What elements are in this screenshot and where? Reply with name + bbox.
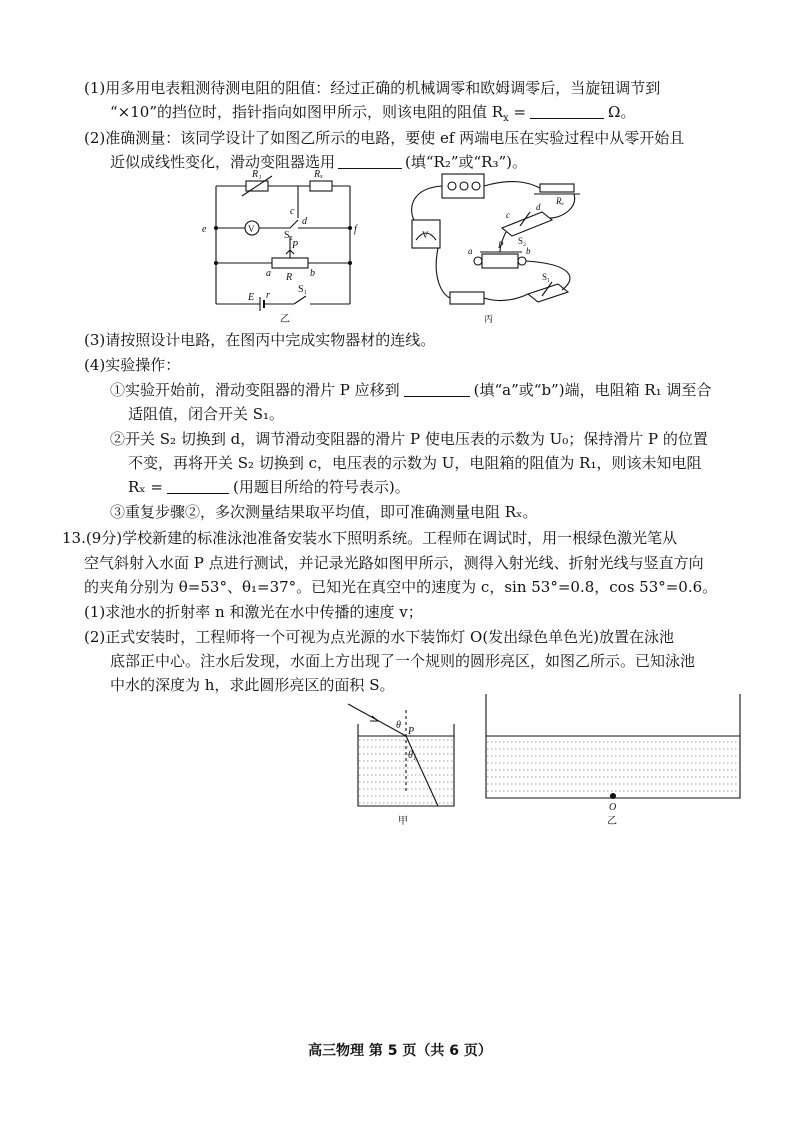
- label-b: b: [310, 268, 315, 279]
- circuit-diagram-yi: [202, 168, 382, 326]
- q12-part2-line2: 近似成线性变化，滑动变阻器选用 (填“R₂”或“R₃”)。: [110, 153, 528, 171]
- label-r-internal: r: [266, 290, 270, 301]
- label-a: a: [468, 246, 473, 256]
- q12-step1-line1: ①实验开始前，滑动变阻器的滑片 P 应移到 (填“a”或“b”)端，电阻箱 R₁ 调至合: [110, 381, 712, 399]
- label-theta: θ: [396, 720, 401, 731]
- label-r1: R₁: [252, 169, 262, 180]
- label-s1: S₁: [298, 284, 308, 295]
- label-d: d: [302, 216, 307, 227]
- label-b: b: [526, 246, 531, 256]
- q12-part4: (4)实验操作：: [84, 356, 181, 374]
- caption-yi-pool: 乙: [607, 816, 617, 827]
- label-rx: Rₓ: [314, 169, 323, 180]
- apparatus-diagram-bing: [402, 168, 592, 328]
- label-o: O: [609, 802, 617, 813]
- voltmeter-v: V: [422, 230, 429, 240]
- q13-line2: 空气斜射入水面 P 点进行测试，并记录光路如图甲所示，测得入射光线、折射光线与竖直方向: [84, 554, 704, 572]
- label-p: P: [498, 240, 504, 250]
- caption-jia: 甲: [398, 816, 408, 827]
- label-e-battery: E: [248, 292, 255, 303]
- q13-part2-line3: 中水的深度为 h，求此圆形亮区的面积 S。: [110, 676, 395, 694]
- label-p: P: [292, 240, 299, 251]
- q13-line3: 的夹角分别为 θ=53°、θ₁=37°。已知光在真空中的速度为 c，sin 53°=0.8，cos 53°=0.6。: [84, 578, 718, 596]
- q12-part3: (3)请按照设计电路，在图丙中完成实物器材的连线。: [84, 331, 436, 349]
- q13-part1: (1)求池水的折射率 n 和激光在水中传播的速度 v；: [84, 603, 423, 621]
- voltmeter-v: V: [248, 224, 255, 234]
- q12-step3: ③重复步骤②，多次测量结果取平均值，即可准确测量电阻 Rₓ。: [110, 503, 538, 521]
- label-c: c: [506, 210, 510, 220]
- label-rx: Rₓ: [556, 196, 565, 206]
- q12-part2-line1: (2)准确测量：该同学设计了如图乙所示的电路，要使 ef 两端电压在实验过程中从零开始且: [84, 129, 685, 147]
- label-f: f: [354, 224, 357, 235]
- q12-step2-line2: 不变，再将开关 S₂ 切换到 c，电压表的示数为 U，电阻箱的阻值为 R₁，则该未知电阻: [128, 454, 702, 472]
- q12-step2-line3: Rₓ = (用题目所给的符号表示)。: [128, 478, 410, 496]
- label-s2: S₂: [518, 236, 527, 246]
- label-d: d: [536, 202, 541, 212]
- q12-step2-line1: ②开关 S₂ 切换到 d，调节滑动变阻器的滑片 P 使电压表的示数为 U₀；保持滑片 P 的位置: [110, 430, 708, 448]
- page-footer: 高三物理 第 5 页（共 6 页）: [308, 1043, 492, 1059]
- label-a: a: [266, 268, 271, 279]
- q12-part1-line1: (1)用多用电表粗测待测电阻的阻值：经过正确的机械调零和欧姆调零后，当旋钮调节到: [84, 79, 661, 97]
- q12-part1-line2: “×10”的挡位时，指针指向如图甲所示，则该电阻的阻值 $R_x = \Omega$。: [110, 103, 636, 124]
- label-r: R: [286, 272, 293, 283]
- pool-diagram-yi: [478, 690, 748, 830]
- label-c: c: [290, 206, 295, 217]
- caption-bing: 丙: [484, 314, 494, 324]
- label-theta1: θ₁: [408, 750, 417, 761]
- q13-line1: 13.(9分)学校新建的标准泳池准备安装水下照明系统。工程师在调试时，用一根绿色激光笔从: [62, 529, 678, 547]
- label-s2: S₂: [284, 230, 294, 241]
- q13-part2-line2: 底部正中心。注水后发现，水面上方出现了一个规则的圆形亮区，如图乙所示。已知泳池: [110, 652, 696, 670]
- label-s1: S₁: [542, 272, 551, 282]
- refraction-diagram-jia: [340, 700, 470, 830]
- q12-step1-line2: 适阻值，闭合开关 S₁。: [128, 405, 285, 423]
- caption-yi: 乙: [280, 314, 290, 325]
- label-e: e: [202, 224, 207, 235]
- q13-part2-line1: (2)正式安装时，工程师将一个可视为点光源的水下装饰灯 O(发出绿色单色光)放置在泳池: [84, 628, 675, 646]
- label-p: P: [408, 726, 415, 737]
